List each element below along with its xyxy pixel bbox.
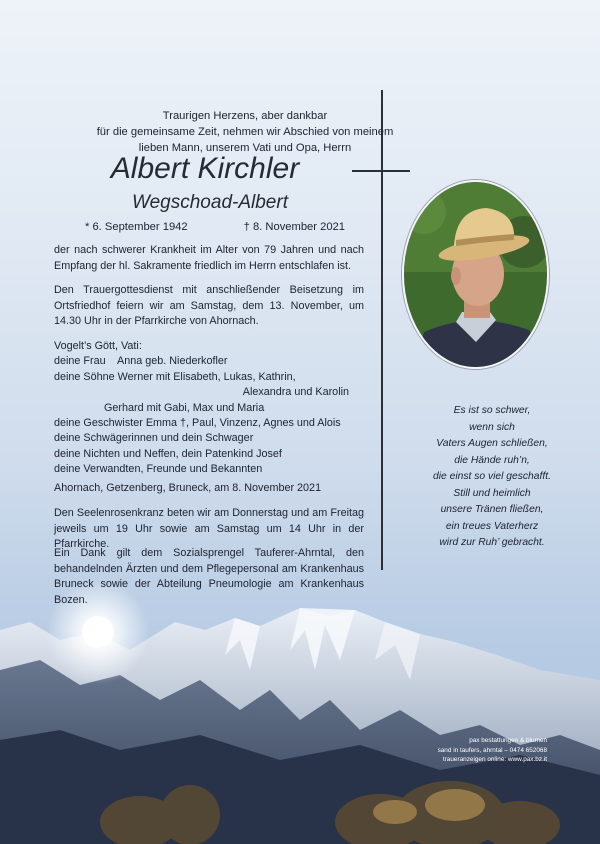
credit-line: sand in taufers, ahrntal – 0474 652068 [437, 746, 547, 754]
poem-line: Still und heimlich [453, 487, 531, 499]
deceased-nickname: Wegschoad-Albert [132, 192, 288, 213]
poem-line: Es ist so schwer, [453, 405, 531, 416]
death-date: † 8. November 2021 [243, 221, 345, 233]
family-line: deine Verwandten, Freunde und Bekannten [54, 463, 263, 476]
portrait-photo [402, 180, 549, 369]
credit-line: traueranzeigen online: www.pax.bz.it [442, 756, 547, 763]
intro-line: Traurigen Herzens, aber dankbar [162, 110, 328, 122]
funeral-service-paragraph: Den Trauergottesdienst mit anschließender Beisetzung im Ortsfriedhof feiern wir am Samstag, dem 13. November, um 14.30 Uhr in der Pfarrkirche von Ahornach. [54, 284, 364, 327]
intro-text [30, 108, 460, 156]
cross-vertical-line [381, 90, 383, 570]
credit-line: pax bestattungen & blumen [469, 737, 547, 744]
poem-line: Vaters Augen schließen, [436, 438, 548, 449]
family-line: Gerhard mit Gabi, Max und Maria [104, 401, 265, 414]
rosary-paragraph: Den Seelenrosenkranz beten wir am Donnerstag und am Freitag jeweils um 19 Uhr sowie am Samstag um 14 Uhr in der Pfarrkirche. [54, 507, 364, 550]
family-line: Alexandra und Karolin [242, 386, 349, 399]
life-dates [85, 221, 345, 233]
family-line: deine Schwägerinnen und dein Schwager [54, 432, 254, 445]
family-line: deine Söhne Werner mit Elisabeth, Lukas, Kathrin, [54, 370, 296, 383]
thanks-paragraph: Ein Dank gilt dem Sozialsprengel Tauferer-Ahrntal, den behandelnden Ärzten und dem Pflegepersonal am Krankenhaus Bruneck sowie der Abteilung Pneumologie am Krankenhaus Bozen. [54, 547, 364, 606]
intro-line: für die gemeinsame Zeit, nehmen wir Abschied von meinem [96, 126, 394, 138]
memorial-poem [392, 403, 592, 552]
deceased-name: Albert Kirchler [110, 152, 300, 185]
poem-line: unsere Tränen fließen, [440, 504, 544, 515]
poem-line: die einst so viel geschafft. [433, 471, 551, 482]
death-notice-paragraph: der nach schwerer Krankheit im Alter von 79 Jahren und nach Empfang der hl. Sakramente friedlich im Herrn entschlafen ist. [54, 244, 364, 272]
birth-date: * 6. September 1942 [85, 221, 188, 233]
poem-line: ein treues Vaterherz [445, 520, 539, 532]
family-list [54, 339, 364, 478]
place-and-date: Ahornach, Getzenberg, Bruneck, am 8. November 2021 [54, 482, 322, 494]
family-line: Vogelt’s Gött, Vati: [54, 340, 142, 352]
family-line: deine Frau Anna geb. Niederkofler [54, 355, 228, 368]
family-line: deine Nichten und Neffen, dein Patenkind Josef [54, 447, 282, 460]
undertaker-credit [395, 736, 547, 765]
intro-line: lieben Mann, unserem Vati und Opa, Herrn [138, 142, 352, 154]
family-line: deine Geschwister Emma †, Paul, Vinzenz, Agnes und Alois [54, 417, 341, 430]
poem-line: die Hände ruh’n, [454, 454, 530, 466]
poem-line: wenn sich [469, 421, 515, 433]
poem-line: wird zur Ruh’ gebracht. [439, 537, 545, 548]
